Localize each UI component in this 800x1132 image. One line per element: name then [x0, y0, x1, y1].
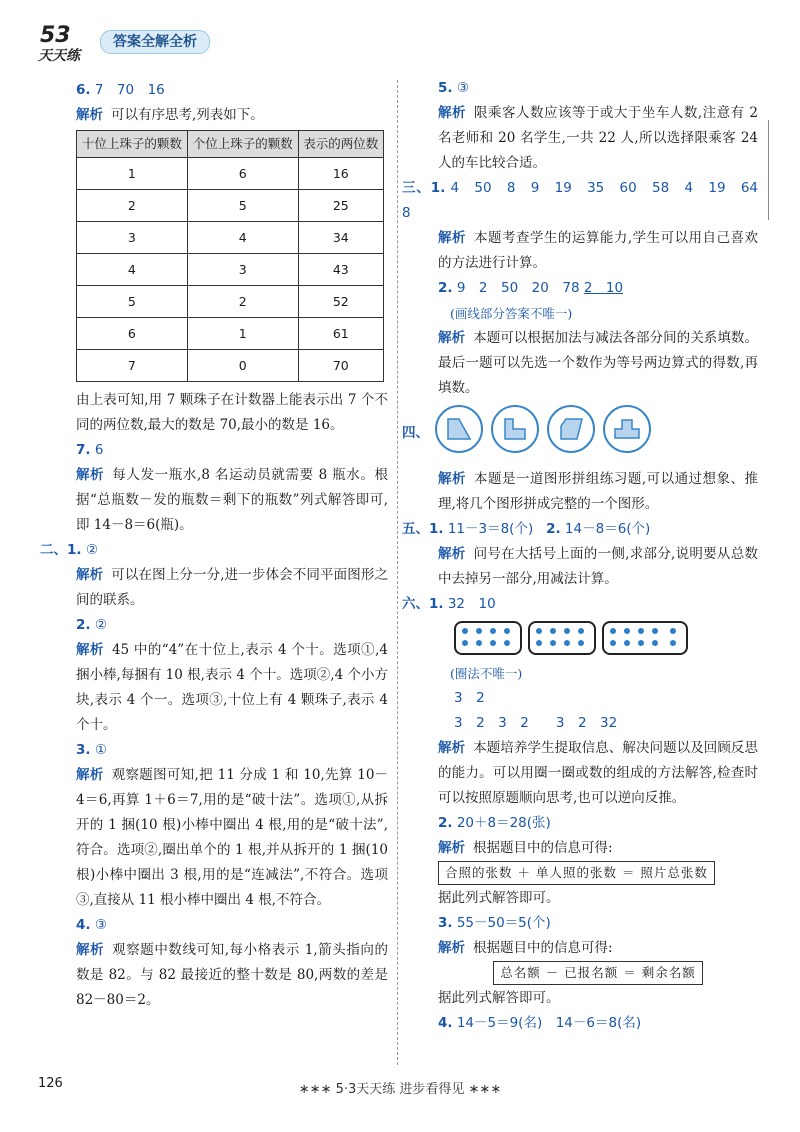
- section2-q1-analysis: 解析 可以在图上分一分,进一步体会不同平面图形之间的联系。: [76, 567, 388, 608]
- q7-answer-line: 7. 6: [76, 442, 104, 458]
- section3-q2-answer: 2. 9 2 50 20 78 2 10: [438, 280, 624, 296]
- section3-q1-analysis: 解析 本题考查学生的运算能力,学生可以用自己喜欢的方法进行计算。: [438, 230, 759, 271]
- q5-analysis: 解析 限乘客人数应该等于或大于坐车人数,注意有 2 名老师和 20 名学生,一共 22 人,所以选择限乘客 24 人的车比较合适。: [438, 105, 759, 171]
- section2-q2-analysis: 解析 45 中的“4”在十位上,表示 4 个十。选项①,4 捆小棒,每捆有 10 根,表示 4 个十。选项②,4 个小方块,表示 4 个一。选项③,十位上有 4 颗珠子,表示 4 个十。: [76, 642, 388, 733]
- relation-box: 合照的张数 ＋ 单人照的张数 ＝ 照片总张数: [438, 861, 715, 885]
- section5-analysis: 解析 问号在大括号上面的一侧,求部分,说明要从总数中去掉另一部分,用减法计算。: [438, 546, 758, 587]
- dot-group-1: [454, 621, 522, 655]
- section3-q2-analysis: 解析 本题可以根据加法与减法各部分间的关系填数。最后一题可以先选一个数作为等号两边算式的得数,再填数。: [438, 330, 759, 396]
- section3-q1-answer: 三、1. 4 50 8 9 19 35 60 58 4 19 64 8: [402, 180, 772, 221]
- margin-mark: [768, 120, 769, 220]
- table-row: 5 2 52: [77, 286, 384, 318]
- page-number: 126: [38, 1076, 63, 1091]
- section5-answer: 五、1. 11－3＝8(个) 2. 14－8＝6(个): [402, 521, 651, 537]
- shape-circle-4: [603, 405, 651, 453]
- section2-q2-answer: 2. ②: [76, 617, 107, 633]
- section2-q4-analysis: 解析 观察题中数线可知,每小格表示 1,箭头指向的数是 82。与 82 最接近的整十数是 80,两数的差是 82－80＝2。: [76, 942, 388, 1008]
- section4-answer: 四、: [402, 405, 758, 461]
- section6-q1-answer: 六、1. 32 10: [402, 596, 496, 612]
- q6-answer-line: 6. 7 70 16: [76, 82, 165, 98]
- q6-answer: 7 70 16: [94, 82, 165, 98]
- section2-q3-answer: 3. ①: [76, 742, 107, 758]
- shape-circle-3: [547, 405, 595, 453]
- section6-q3-answer: 3. 55－50＝5(个): [438, 915, 551, 931]
- section6-q1-note: (圈法不唯一): [450, 666, 523, 681]
- table-header: 十位上珠子的颗数: [77, 131, 188, 158]
- footer-slogan: ∗∗∗ 5·3天天练 进步看得见 ∗∗∗: [298, 1082, 502, 1097]
- table-row: 1 6 16: [77, 158, 384, 190]
- shape-answers: [435, 405, 651, 453]
- dot-group-3: [602, 621, 688, 655]
- section6-q1-analysis: 解析 本题培养学生提取信息、解决问题以及回顾反思的能力。可以用圈一圈或数的组成的方法解答,检查时可以按照原题顺向思考,也可以逆向反推。: [438, 740, 759, 806]
- table-row: 7 0 70: [77, 350, 384, 382]
- section6-q3-box-line: [438, 961, 758, 986]
- brand-logo: [38, 20, 94, 64]
- section6-q2-box-line: [438, 861, 758, 886]
- svg-text:53: 53: [40, 23, 71, 48]
- section6-q2-answer: 2. 20＋8＝28(张): [438, 815, 551, 831]
- section6-q1-line3: 3 2 3 2 3 2 32: [454, 715, 618, 731]
- left-column: [40, 78, 389, 1013]
- section6-q3-analysis: 解析 根据题目中的信息可得:: [438, 940, 613, 956]
- table-row: 4 3 43: [77, 254, 384, 286]
- section4-analysis: 解析 本题是一道图形拼组练习题,可以通过想象、推理,将几个图形拼成完整的一个图形。: [438, 471, 759, 512]
- table-row: 3 4 34: [77, 222, 384, 254]
- section2-q4-answer: 4. ③: [76, 917, 107, 933]
- page-header-title: 答案全解全析: [100, 30, 210, 54]
- relation-box: 总名额 － 已报名额 ＝ 剩余名额: [493, 961, 702, 985]
- q7-analysis: 解析 每人发一瓶水,8 名运动员就需要 8 瓶水。根据“总瓶数－发的瓶数＝剩下的瓶数”列式解答即可,即 14－8＝6(瓶)。: [76, 467, 389, 533]
- q6-analysis: 解析 可以有序思考,列表如下。: [76, 107, 264, 123]
- section6-q4-answer: 4. 14－5＝9(名) 14－6＝8(名): [438, 1015, 642, 1031]
- bead-table: [76, 130, 384, 382]
- section2-q1-answer: 二、1. ②: [40, 542, 98, 558]
- table-header: 个位上珠子的颗数: [187, 131, 298, 158]
- dot-groups: [454, 621, 758, 655]
- section6-q1-line2: 3 2: [454, 690, 485, 706]
- column-divider: [397, 80, 398, 1065]
- section6-q2-analysis: 解析 根据题目中的信息可得:: [438, 840, 613, 856]
- section6-q3-after: 据此列式解答即可。: [438, 990, 560, 1006]
- section3-q2-note: (画线部分答案不唯一): [450, 306, 573, 321]
- section6-q2-after: 据此列式解答即可。: [438, 890, 560, 906]
- table-row: 2 5 25: [77, 190, 384, 222]
- right-column: [402, 76, 772, 1036]
- shape-circle-2: [491, 405, 539, 453]
- table-row: 6 1 61: [77, 318, 384, 350]
- table-header: 表示的两位数: [298, 131, 383, 158]
- section2-q3-analysis: 解析 观察题图可知,把 11 分成 1 和 10,先算 10－4＝6,再算 1＋6＝7,用的是“破十法”。选项①,从拆开的 1 捆(10 根)小棒中圈出 4 根,用的是“破十法”,符合。选项②,圈出单个的 1 根,并从拆开的 1 捆(10 根)小棒中圈出 3 根,用的是“连减法”,不符合。选项③,直接从 11 根小棒中圈出 4 根,不符合。: [76, 767, 388, 908]
- svg-text:天天练: 天天练: [38, 48, 80, 64]
- dot-group-2: [528, 621, 596, 655]
- q5-answer: 5. ③: [438, 80, 469, 96]
- shape-circle-1: [435, 405, 483, 453]
- q6-conclusion: 由上表可知,用 7 颗珠子在计数器上能表示出 7 个不同的两位数,最大的数是 70,最小的数是 16。: [76, 392, 388, 433]
